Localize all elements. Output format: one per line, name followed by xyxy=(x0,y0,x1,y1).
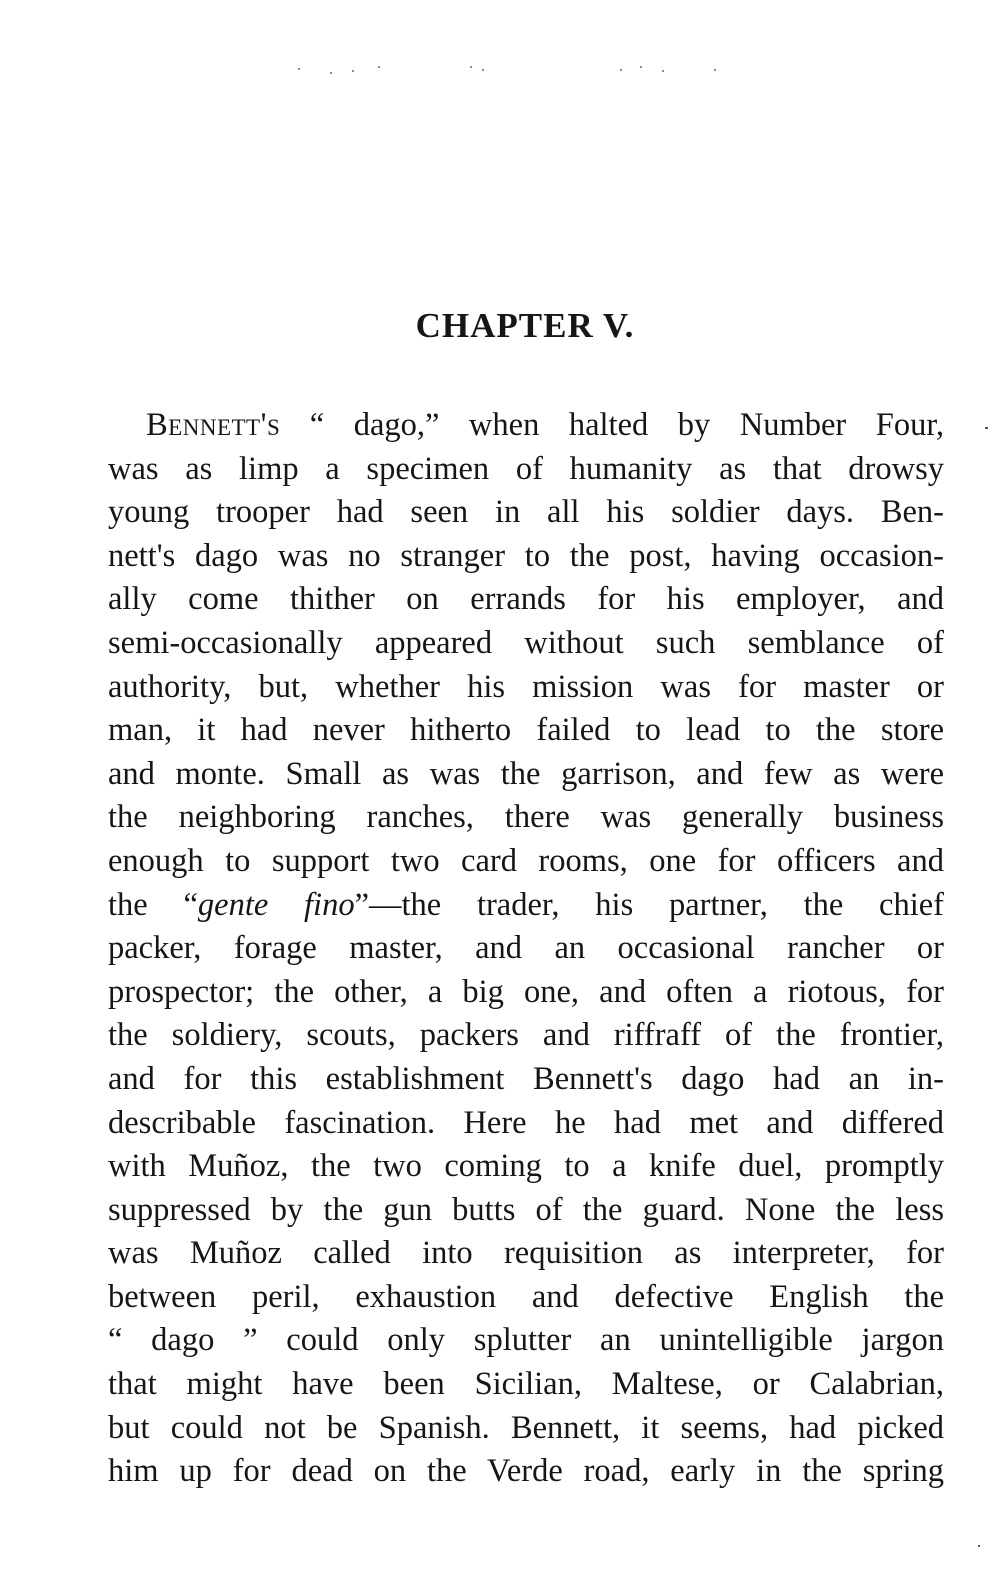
italic-line-after: ”—the trader, his partner, the chief xyxy=(354,886,944,923)
text-line-5: ally come thither on errands for his employer, and xyxy=(108,581,944,618)
text-line-7: authority, but, whether his mission was for master or xyxy=(108,668,944,705)
text-line-2: was as limp a specimen of humanity as that drowsy xyxy=(108,450,944,487)
text-line-16: and for this establishment Bennett's dago had an in- xyxy=(108,1060,944,1097)
text-line-21: between peril, exhaustion and defective English the xyxy=(108,1278,944,1315)
text-line-10: the neighboring ranches, there was generally business xyxy=(108,799,944,836)
text-line-18: with Muñoz, the two coming to a knife duel, promptly xyxy=(108,1148,944,1185)
chapter-title: CHAPTER V. xyxy=(415,306,635,345)
margin-speck xyxy=(978,1545,980,1547)
text-line-13: packer, forage master, and an occasional rancher or xyxy=(108,930,944,967)
text-line-1-rest: “ dago,” when halted by Number Four, xyxy=(280,407,944,443)
text-line-23: that might have been Sicilian, Maltese, or Calabrian, xyxy=(108,1366,944,1403)
text-line-24: but could not be Spanish. Bennett, it seems, had picked xyxy=(108,1409,944,1446)
text-line-11: enough to support two card rooms, one for officers and xyxy=(108,842,944,879)
text-line-19: suppressed by the gun butts of the guard. None the less xyxy=(108,1191,944,1228)
text-line-1 xyxy=(108,404,944,448)
text-line-9: and monte. Small as was the garrison, and few as were xyxy=(108,755,944,792)
italic-line-before: the “ xyxy=(108,886,198,923)
italic-phrase: gente fino xyxy=(197,886,355,923)
text-line-8: man, it had never hitherto failed to lead to the store xyxy=(108,712,944,749)
chapter-body-paragraph xyxy=(108,404,944,1494)
text-line-6: semi-occasionally appeared without such semblance of xyxy=(108,624,944,661)
text-line-4: nett's dago was no stranger to the post, having occasion- xyxy=(108,537,944,574)
print-specks xyxy=(290,60,720,80)
text-line-15: the soldiery, scouts, packers and riffraff of the frontier, xyxy=(108,1017,944,1054)
margin-speck xyxy=(985,427,988,429)
text-line-20: was Muñoz called into requisition as interpreter, for xyxy=(108,1235,944,1272)
text-line-22: “ dago ” could only splutter an unintelligible jargon xyxy=(108,1322,944,1359)
text-line-14: prospector; the other, a big one, and often a riotous, for xyxy=(108,973,944,1010)
character-name-small-caps: Bennett's xyxy=(146,407,281,443)
text-line-17: describable fascination. Here he had met and differed xyxy=(108,1104,944,1141)
text-line-3: young trooper had seen in all his soldier days. Ben- xyxy=(108,494,944,531)
text-line-12 xyxy=(108,884,944,928)
text-line-25: him up for dead on the Verde road, early in the spring xyxy=(108,1453,944,1490)
